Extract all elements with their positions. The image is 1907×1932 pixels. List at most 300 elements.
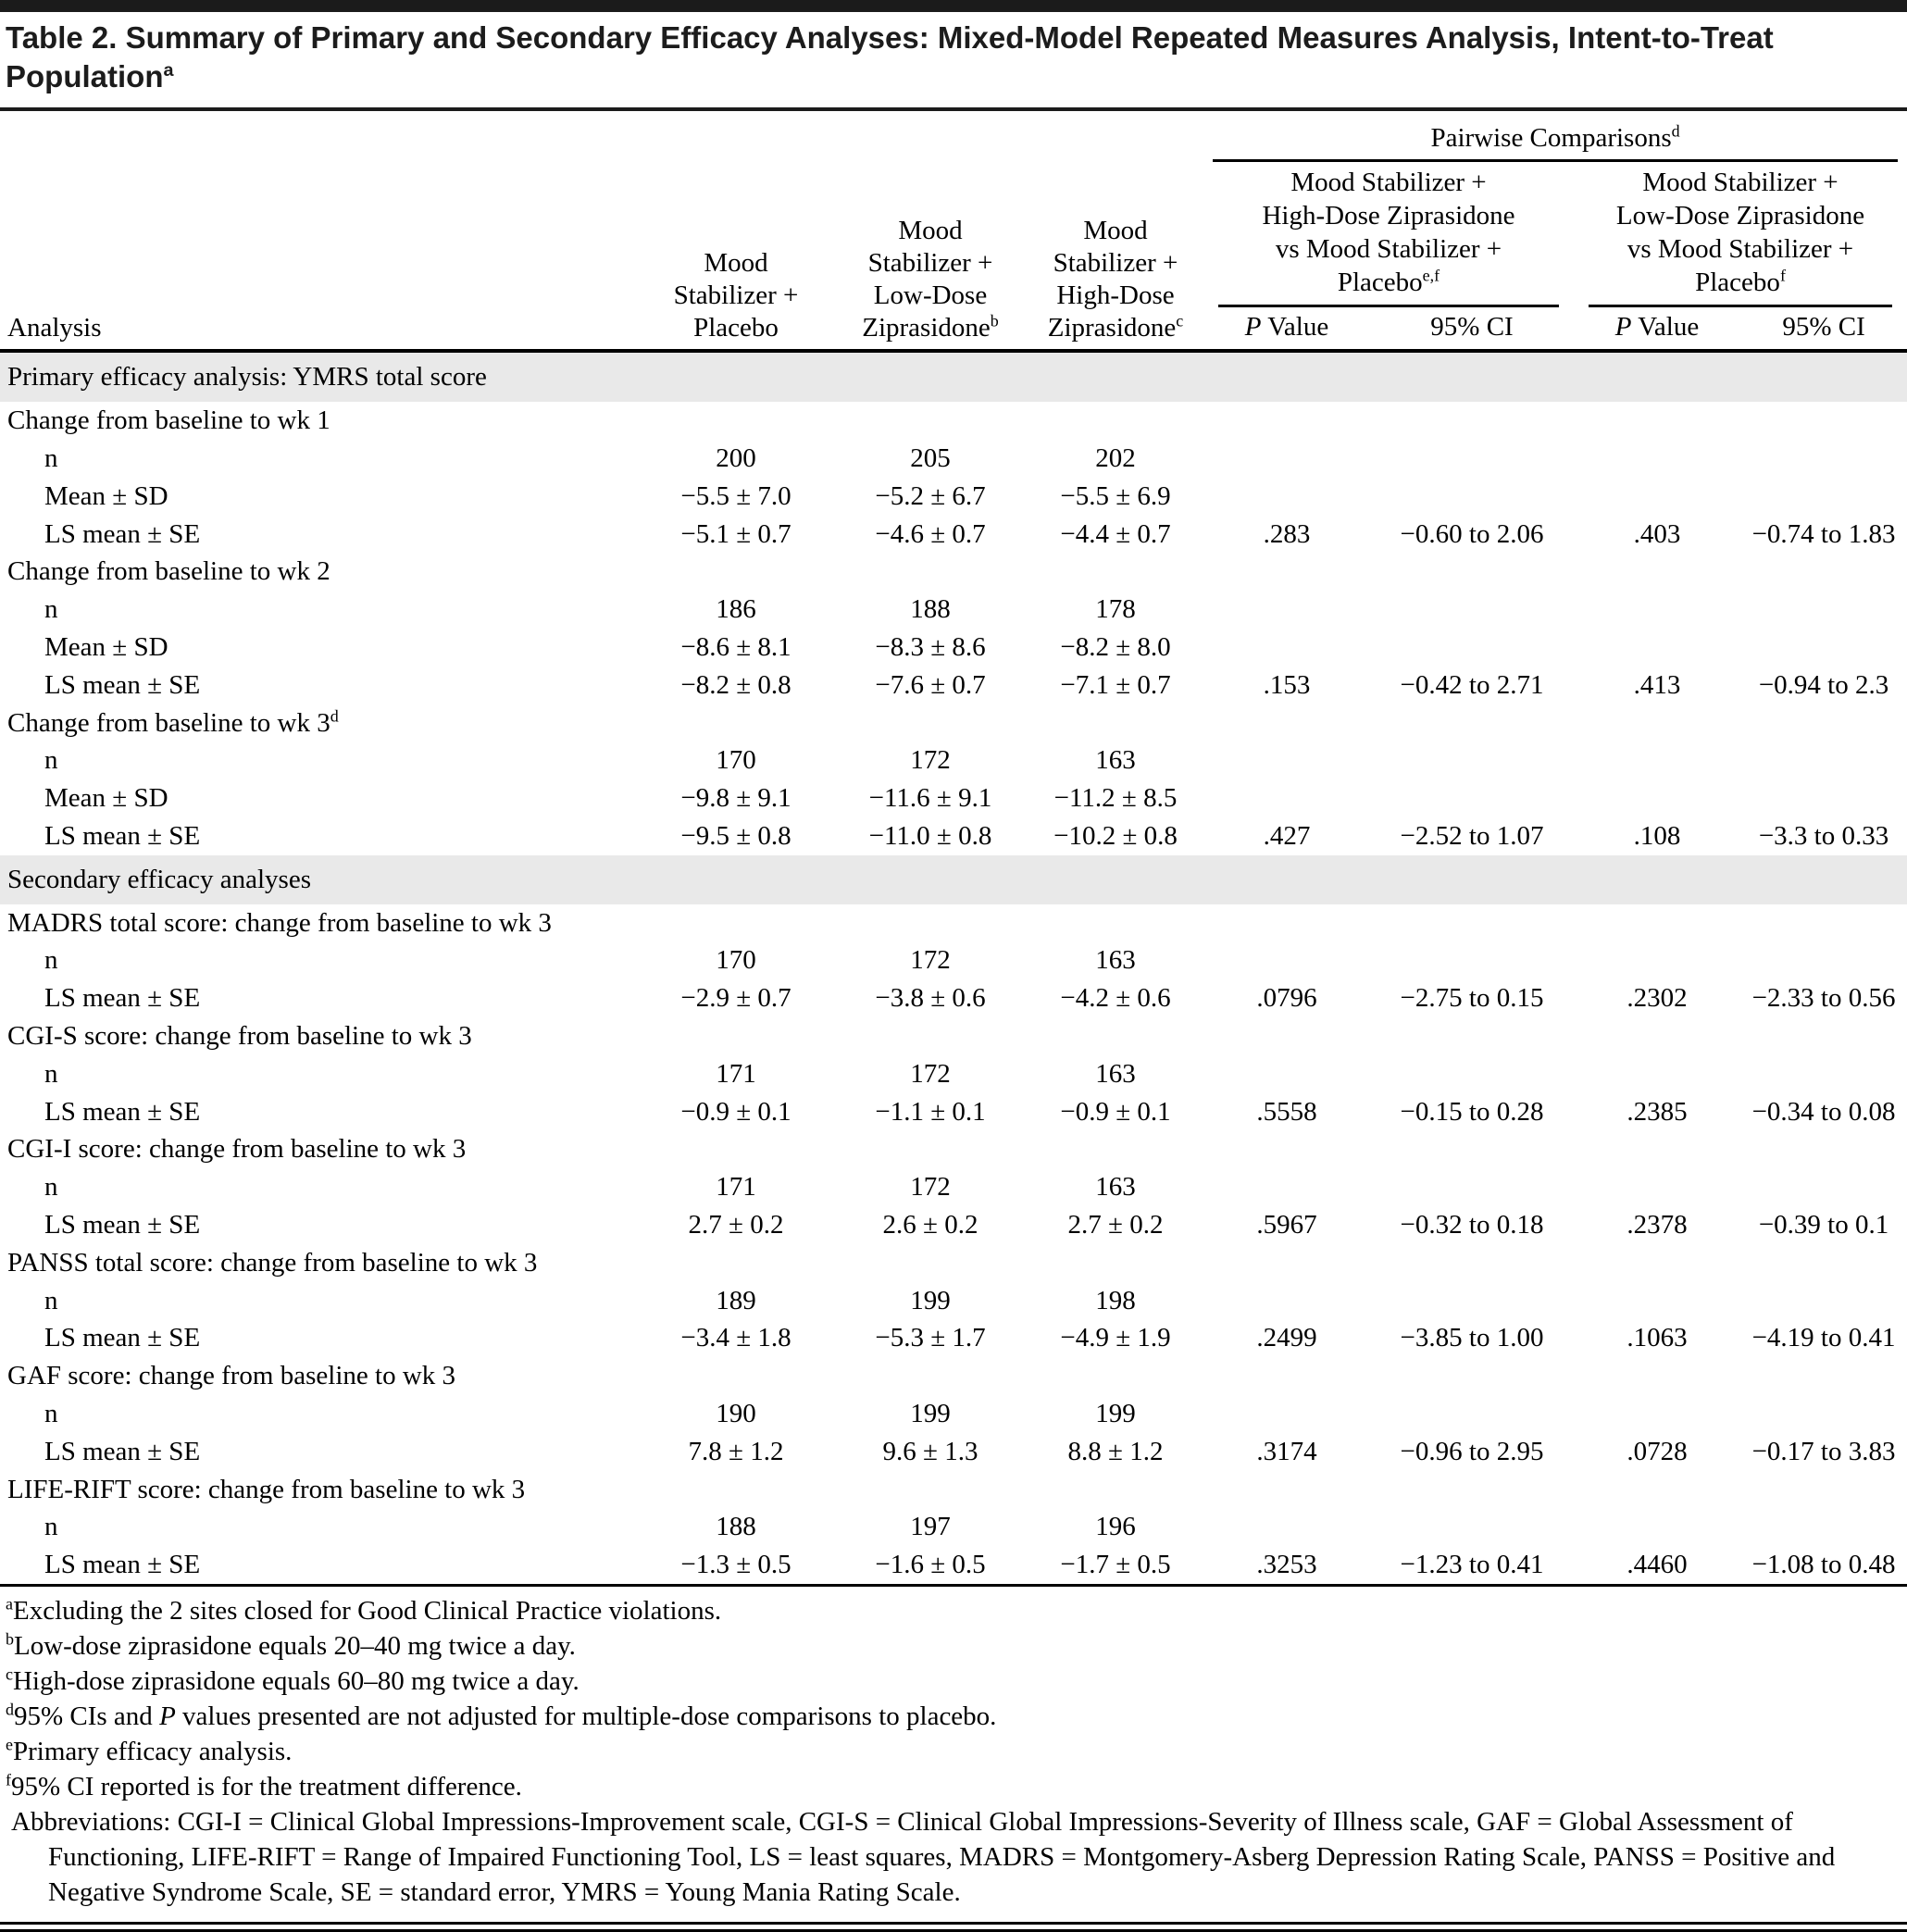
value-cell <box>1740 1168 1907 1206</box>
table-top-rule <box>0 0 1907 12</box>
value-cell: .2385 <box>1627 1096 1688 1127</box>
treatment-header-line: Mood <box>1083 216 1148 246</box>
value-cell: 188 <box>910 594 951 625</box>
empty-cell <box>1203 1244 1370 1282</box>
value-cell: −3.85 to 1.00 <box>1400 1323 1544 1353</box>
table-header <box>0 111 1907 352</box>
value-cell <box>1574 779 1740 817</box>
empty-cell <box>1574 1244 1740 1282</box>
pairwise-group-line: Mood Stabilizer + <box>1642 167 1838 197</box>
empty-cell <box>1740 1244 1907 1282</box>
empty-cell <box>833 1130 1028 1168</box>
value-cell <box>1740 1508 1907 1546</box>
value-cell: 190 <box>716 1398 756 1428</box>
value-cell <box>1574 629 1740 667</box>
measure-group-text: Change from baseline to wk 2 <box>7 556 330 587</box>
data-row <box>0 1319 1907 1357</box>
value-cell: 171 <box>716 1172 756 1203</box>
value-cell <box>1574 941 1740 979</box>
value-cell: −8.6 ± 8.1 <box>680 631 791 662</box>
value-cell: −11.6 ± 9.1 <box>868 783 992 814</box>
statistic-label: n <box>44 1512 58 1542</box>
value-cell: 8.8 ± 1.2 <box>1067 1436 1164 1466</box>
column-header-low-dose <box>833 111 1028 352</box>
data-row <box>0 1282 1907 1320</box>
value-cell <box>1740 1055 1907 1093</box>
empty-cell <box>1740 1130 1907 1168</box>
value-cell: −8.3 ± 8.6 <box>875 631 986 662</box>
empty-cell <box>1203 1130 1370 1168</box>
pairwise-group-line: Placebo <box>1695 268 1780 298</box>
empty-cell <box>1740 553 1907 591</box>
measure-group-label <box>0 1130 639 1168</box>
table-title <box>0 12 1907 111</box>
measure-group-label <box>0 1357 639 1395</box>
value-cell <box>1203 779 1370 817</box>
value-cell <box>1740 591 1907 629</box>
value-cell: .0796 <box>1256 983 1317 1014</box>
analysis-column-header: Analysis <box>0 111 639 352</box>
footnotes <box>0 1587 1907 1922</box>
data-row <box>0 1546 1907 1585</box>
value-cell <box>1574 742 1740 779</box>
empty-cell <box>1370 1471 1574 1509</box>
column-header-high-dose <box>1028 111 1203 352</box>
value-cell <box>1370 1395 1574 1433</box>
footnote-marker: f <box>6 1770 11 1789</box>
value-cell: −11.0 ± 0.8 <box>868 820 992 851</box>
value-cell: −4.9 ± 1.9 <box>1060 1323 1171 1353</box>
statistic-label: n <box>44 945 58 976</box>
value-cell: −0.94 to 2.3 <box>1758 669 1889 700</box>
value-cell: −3.8 ± 0.6 <box>875 983 986 1014</box>
footnote-marker: d <box>330 705 339 725</box>
data-row <box>0 629 1907 667</box>
empty-cell <box>1028 1017 1203 1055</box>
measure-group-label <box>0 704 639 742</box>
treatment-header-line: Low-Dose <box>873 280 988 310</box>
value-cell: −0.42 to 2.71 <box>1400 669 1544 700</box>
value-cell: −4.2 ± 0.6 <box>1060 983 1171 1014</box>
value-cell: 2.7 ± 0.2 <box>688 1209 784 1240</box>
footnote-marker: b <box>6 1629 14 1649</box>
value-cell: 189 <box>716 1285 756 1315</box>
empty-cell <box>1740 904 1907 942</box>
empty-cell <box>1370 1130 1574 1168</box>
value-cell: 178 <box>1095 594 1136 625</box>
table-body <box>0 351 1907 1585</box>
empty-cell <box>1028 402 1203 440</box>
value-cell <box>1574 591 1740 629</box>
empty-cell <box>1574 1471 1740 1509</box>
value-cell: −11.2 ± 8.5 <box>1053 783 1178 814</box>
footnote-text: P <box>159 1701 176 1731</box>
footnote-text: 95% CI reported is for the treatment difference. <box>10 1771 522 1801</box>
empty-cell <box>639 904 833 942</box>
footnote-text: High-dose ziprasidone equals 60–80 mg twice a day. <box>12 1665 580 1696</box>
ci-header: 95% CI <box>1370 307 1574 352</box>
treatment-header-line: Stabilizer + <box>673 280 799 310</box>
value-cell: 172 <box>910 1058 951 1089</box>
value-cell <box>1574 1055 1740 1093</box>
value-cell: −4.19 to 0.41 <box>1751 1323 1896 1353</box>
value-cell <box>1574 440 1740 478</box>
value-cell: −3.4 ± 1.8 <box>680 1323 791 1353</box>
statistic-label: n <box>44 1172 58 1203</box>
empty-cell <box>833 1244 1028 1282</box>
value-cell: −4.6 ± 0.7 <box>875 518 986 549</box>
footnote <box>6 1664 1898 1700</box>
measure-group-row <box>0 904 1907 942</box>
measure-group-row <box>0 704 1907 742</box>
section-band <box>0 351 1907 402</box>
empty-cell <box>833 904 1028 942</box>
value-cell: 163 <box>1095 1058 1136 1089</box>
pairwise-group-line: vs Mood Stabilizer + <box>1627 234 1854 265</box>
value-cell <box>1203 440 1370 478</box>
empty-cell <box>1370 402 1574 440</box>
value-cell: 172 <box>910 1172 951 1203</box>
value-cell <box>1203 478 1370 516</box>
footnote-marker: d <box>6 1700 14 1719</box>
measure-group-label <box>0 1244 639 1282</box>
empty-cell <box>1574 1017 1740 1055</box>
empty-cell <box>1028 1244 1203 1282</box>
measure-group-text: Change from baseline to wk 3 <box>7 707 330 738</box>
value-cell: 197 <box>910 1512 951 1542</box>
data-row <box>0 742 1907 779</box>
empty-cell <box>1574 553 1740 591</box>
treatment-header-line: Stabilizer + <box>867 248 993 279</box>
data-row <box>0 440 1907 478</box>
data-row <box>0 1055 1907 1093</box>
value-cell: 200 <box>716 443 756 473</box>
value-cell: 163 <box>1095 1172 1136 1203</box>
measure-group-row <box>0 1471 1907 1509</box>
table-bottom-rule <box>0 1922 1907 1932</box>
statistic-label: n <box>44 745 58 776</box>
value-cell: 199 <box>910 1285 951 1315</box>
treatment-header-line: Mood <box>898 216 963 246</box>
measure-group-text: PANSS total score: change from baseline to wk 3 <box>7 1247 538 1278</box>
value-cell: −1.6 ± 0.5 <box>875 1550 986 1580</box>
value-cell <box>1740 1282 1907 1320</box>
empty-cell <box>1574 1130 1740 1168</box>
empty-cell <box>1203 1471 1370 1509</box>
value-cell: 196 <box>1095 1512 1136 1542</box>
value-cell: 199 <box>1095 1398 1136 1428</box>
value-cell <box>1370 1282 1574 1320</box>
value-cell <box>1203 1282 1370 1320</box>
value-cell: −7.1 ± 0.7 <box>1060 669 1171 700</box>
value-cell <box>1203 941 1370 979</box>
pairwise-group-line: Placebo <box>1337 268 1423 298</box>
measure-group-row <box>0 1357 1907 1395</box>
value-cell <box>1370 941 1574 979</box>
measure-group-row <box>0 553 1907 591</box>
value-cell: −5.1 ± 0.7 <box>680 518 791 549</box>
empty-cell <box>1028 904 1203 942</box>
footnote-text: Excluding the 2 sites closed for Good Clinical Practice violations. <box>12 1595 722 1626</box>
value-cell <box>1203 629 1370 667</box>
data-row <box>0 779 1907 817</box>
statistic-label: LS mean ± SE <box>44 983 201 1014</box>
value-cell: −10.2 ± 0.8 <box>1053 820 1178 851</box>
value-cell: −9.5 ± 0.8 <box>680 820 791 851</box>
value-cell: .1063 <box>1627 1323 1688 1353</box>
pairwise-group-line: vs Mood Stabilizer + <box>1275 234 1502 265</box>
value-cell: −1.23 to 0.41 <box>1400 1550 1544 1580</box>
value-cell: −0.9 ± 0.1 <box>1060 1096 1171 1127</box>
p-value-header: P Value <box>1203 307 1370 352</box>
value-cell: −0.60 to 2.06 <box>1400 518 1544 549</box>
statistic-label: n <box>44 1398 58 1428</box>
value-cell: 171 <box>716 1058 756 1089</box>
value-cell: .427 <box>1263 820 1311 851</box>
value-cell: −5.5 ± 7.0 <box>680 480 791 511</box>
data-row <box>0 516 1907 554</box>
value-cell: −5.2 ± 6.7 <box>875 480 986 511</box>
measure-group-row <box>0 402 1907 440</box>
value-cell: 163 <box>1095 745 1136 776</box>
empty-cell <box>1028 1130 1203 1168</box>
value-cell: −5.3 ± 1.7 <box>875 1323 986 1353</box>
measure-group-label <box>0 1471 639 1509</box>
data-row <box>0 478 1907 516</box>
statistic-label: LS mean ± SE <box>44 1209 201 1240</box>
value-cell: 170 <box>716 745 756 776</box>
value-cell: −1.08 to 0.48 <box>1751 1550 1896 1580</box>
value-cell: −7.6 ± 0.7 <box>875 669 986 700</box>
empty-cell <box>1370 1244 1574 1282</box>
empty-cell <box>833 1471 1028 1509</box>
data-row <box>0 1508 1907 1546</box>
value-cell <box>1574 478 1740 516</box>
footnote-text: 95% CIs and <box>13 1701 160 1731</box>
footnote <box>6 1770 1898 1805</box>
value-cell: −2.9 ± 0.7 <box>680 983 791 1014</box>
empty-cell <box>1574 704 1740 742</box>
data-row <box>0 1093 1907 1131</box>
value-cell <box>1574 1395 1740 1433</box>
data-row <box>0 941 1907 979</box>
value-cell <box>1203 1055 1370 1093</box>
value-cell: .283 <box>1263 518 1311 549</box>
footnote-marker: a <box>163 59 174 81</box>
data-row <box>0 591 1907 629</box>
value-cell: 170 <box>716 945 756 976</box>
empty-cell <box>833 1357 1028 1395</box>
measure-group-label <box>0 1017 639 1055</box>
empty-cell <box>1740 402 1907 440</box>
footnote-marker: a <box>6 1594 13 1614</box>
ci-header: 95% CI <box>1740 307 1907 352</box>
value-cell <box>1370 1508 1574 1546</box>
value-cell: 9.6 ± 1.3 <box>882 1436 978 1466</box>
pairwise-comparisons-label: Pairwise Comparisons$^d$ <box>1213 122 1898 162</box>
statistic-label: LS mean ± SE <box>44 1323 201 1353</box>
value-cell: −8.2 ± 8.0 <box>1060 631 1171 662</box>
pairwise-group-line: Low-Dose Ziprasidone <box>1615 200 1865 231</box>
value-cell <box>1740 941 1907 979</box>
value-cell: −2.75 to 0.15 <box>1400 983 1544 1014</box>
value-cell <box>1740 742 1907 779</box>
footnote <box>6 1629 1898 1664</box>
value-cell: 2.6 ± 0.2 <box>882 1209 978 1240</box>
value-cell: 7.8 ± 1.2 <box>688 1436 784 1466</box>
data-row <box>0 1395 1907 1433</box>
table-title-text: Table 2. Summary of Primary and Secondary Efficacy Analyses: Mixed-Model Repeated Measures Analysis, Intent-to-Treat Population <box>6 20 1774 93</box>
empty-cell <box>1203 1357 1370 1395</box>
value-cell <box>1203 742 1370 779</box>
data-row <box>0 667 1907 704</box>
value-cell <box>1370 1055 1574 1093</box>
abbreviations-note <box>6 1805 1898 1911</box>
footnote-marker: c <box>6 1664 13 1684</box>
value-cell <box>1740 629 1907 667</box>
empty-cell <box>1028 704 1203 742</box>
value-cell: .2378 <box>1627 1209 1688 1240</box>
empty-cell <box>639 402 833 440</box>
value-cell <box>1574 1282 1740 1320</box>
section-band-label: Primary efficacy analysis: YMRS total score <box>0 351 1907 402</box>
footnote <box>6 1700 1898 1735</box>
value-cell: −0.34 to 0.08 <box>1751 1096 1896 1127</box>
empty-cell <box>1028 553 1203 591</box>
value-cell: .4460 <box>1627 1550 1688 1580</box>
value-cell <box>1203 1508 1370 1546</box>
value-cell: −2.33 to 0.56 <box>1751 983 1896 1014</box>
data-row <box>0 817 1907 855</box>
value-cell: 199 <box>910 1398 951 1428</box>
empty-cell <box>1574 1357 1740 1395</box>
value-cell: 2.7 ± 0.2 <box>1067 1209 1164 1240</box>
value-cell <box>1203 591 1370 629</box>
footnote-marker: c <box>1176 310 1184 330</box>
empty-cell <box>639 1471 833 1509</box>
statistic-label: Mean ± SD <box>44 631 168 662</box>
empty-cell <box>1370 1017 1574 1055</box>
value-cell: .153 <box>1263 669 1311 700</box>
footnote-text: Abbreviations: CGI-I = Clinical Global Impressions-Improvement scale, CGI-S = Clinical Global Impressions-Severity of Illness scale, GAF = Global Assessment of Functioning, LIFE-RIFT = Range of Impaired Functioning Tool, LS = least squares, MADRS = Montgomery-Asberg Depression Rating Scale, PANSS = Positive and Negative Syndrome Scale, SE = standard error, YMRS = Young Mania Rating Scale. <box>11 1806 1836 1907</box>
value-cell <box>1740 440 1907 478</box>
value-cell <box>1370 629 1574 667</box>
measure-group-label <box>0 402 639 440</box>
pairwise-group-high-dose-header <box>1203 162 1574 307</box>
section-band <box>0 855 1907 904</box>
value-cell: −0.17 to 3.83 <box>1751 1436 1896 1466</box>
value-cell <box>1370 742 1574 779</box>
pairwise-group-low-dose-header <box>1574 162 1907 307</box>
empty-cell <box>833 704 1028 742</box>
measure-group-text: LIFE-RIFT score: change from baseline to wk 3 <box>7 1474 526 1504</box>
value-cell: 202 <box>1095 443 1136 473</box>
empty-cell <box>1203 553 1370 591</box>
measure-group-row <box>0 1017 1907 1055</box>
treatment-header-line: Ziprasidone <box>1047 312 1177 343</box>
value-cell: −2.52 to 1.07 <box>1400 820 1544 851</box>
efficacy-table <box>0 111 1907 1587</box>
value-cell: .5558 <box>1256 1096 1317 1127</box>
statistic-label: n <box>44 443 58 473</box>
footnote <box>6 1594 1898 1629</box>
footnote-marker: e,f <box>1422 266 1440 285</box>
header-row-top <box>0 111 1907 162</box>
value-cell <box>1370 779 1574 817</box>
treatment-header-line: Stabilizer + <box>1053 248 1178 279</box>
empty-cell <box>1028 1471 1203 1509</box>
value-cell: .108 <box>1633 820 1681 851</box>
empty-cell <box>1740 1357 1907 1395</box>
value-cell: .403 <box>1633 518 1681 549</box>
value-cell: −4.4 ± 0.7 <box>1060 518 1171 549</box>
empty-cell <box>1740 1471 1907 1509</box>
empty-cell <box>1740 704 1907 742</box>
column-header-placebo <box>639 111 833 352</box>
value-cell: .413 <box>1633 669 1681 700</box>
value-cell: −0.15 to 0.28 <box>1400 1096 1544 1127</box>
treatment-header-line: Ziprasidone <box>862 312 991 343</box>
value-cell: .5967 <box>1256 1209 1317 1240</box>
empty-cell <box>1203 402 1370 440</box>
treatment-header-line: Placebo <box>693 312 779 343</box>
value-cell: −0.9 ± 0.1 <box>680 1096 791 1127</box>
value-cell: −0.74 to 1.83 <box>1751 518 1896 549</box>
empty-cell <box>1370 704 1574 742</box>
value-cell: −1.7 ± 0.5 <box>1060 1550 1171 1580</box>
footnote-marker: f <box>1779 266 1786 285</box>
statistic-label: n <box>44 594 58 625</box>
measure-group-text: GAF score: change from baseline to wk 3 <box>7 1361 456 1391</box>
value-cell: .3174 <box>1256 1436 1317 1466</box>
value-cell <box>1740 779 1907 817</box>
data-row <box>0 979 1907 1017</box>
value-cell <box>1203 1395 1370 1433</box>
value-cell <box>1574 1168 1740 1206</box>
value-cell: .2302 <box>1627 983 1688 1014</box>
value-cell <box>1740 1395 1907 1433</box>
value-cell: −0.39 to 0.1 <box>1758 1209 1889 1240</box>
empty-cell <box>1574 904 1740 942</box>
data-row <box>0 1168 1907 1206</box>
measure-group-label <box>0 904 639 942</box>
empty-cell <box>833 402 1028 440</box>
empty-cell <box>1370 904 1574 942</box>
empty-cell <box>833 1017 1028 1055</box>
statistic-label: Mean ± SD <box>44 480 168 511</box>
value-cell: −1.3 ± 0.5 <box>680 1550 791 1580</box>
data-row <box>0 1433 1907 1471</box>
pairwise-group-line: High-Dose Ziprasidone <box>1262 200 1515 231</box>
statistic-label: LS mean ± SE <box>44 1436 201 1466</box>
footnote-marker: b <box>990 310 999 330</box>
empty-cell <box>1740 1017 1907 1055</box>
footnote-text: Primary efficacy analysis. <box>12 1736 293 1766</box>
value-cell: 188 <box>716 1512 756 1542</box>
empty-cell <box>1574 402 1740 440</box>
empty-cell <box>1203 904 1370 942</box>
statistic-label: LS mean ± SE <box>44 518 201 549</box>
footnote-text: Low-dose ziprasidone equals 20–40 mg twice a day. <box>13 1630 576 1661</box>
section-band-label: Secondary efficacy analyses <box>0 855 1907 904</box>
value-cell <box>1370 440 1574 478</box>
value-cell: 198 <box>1095 1285 1136 1315</box>
value-cell: .3253 <box>1256 1550 1317 1580</box>
value-cell <box>1370 591 1574 629</box>
statistic-label: LS mean ± SE <box>44 1096 201 1127</box>
value-cell: 186 <box>716 594 756 625</box>
measure-group-row <box>0 1244 1907 1282</box>
